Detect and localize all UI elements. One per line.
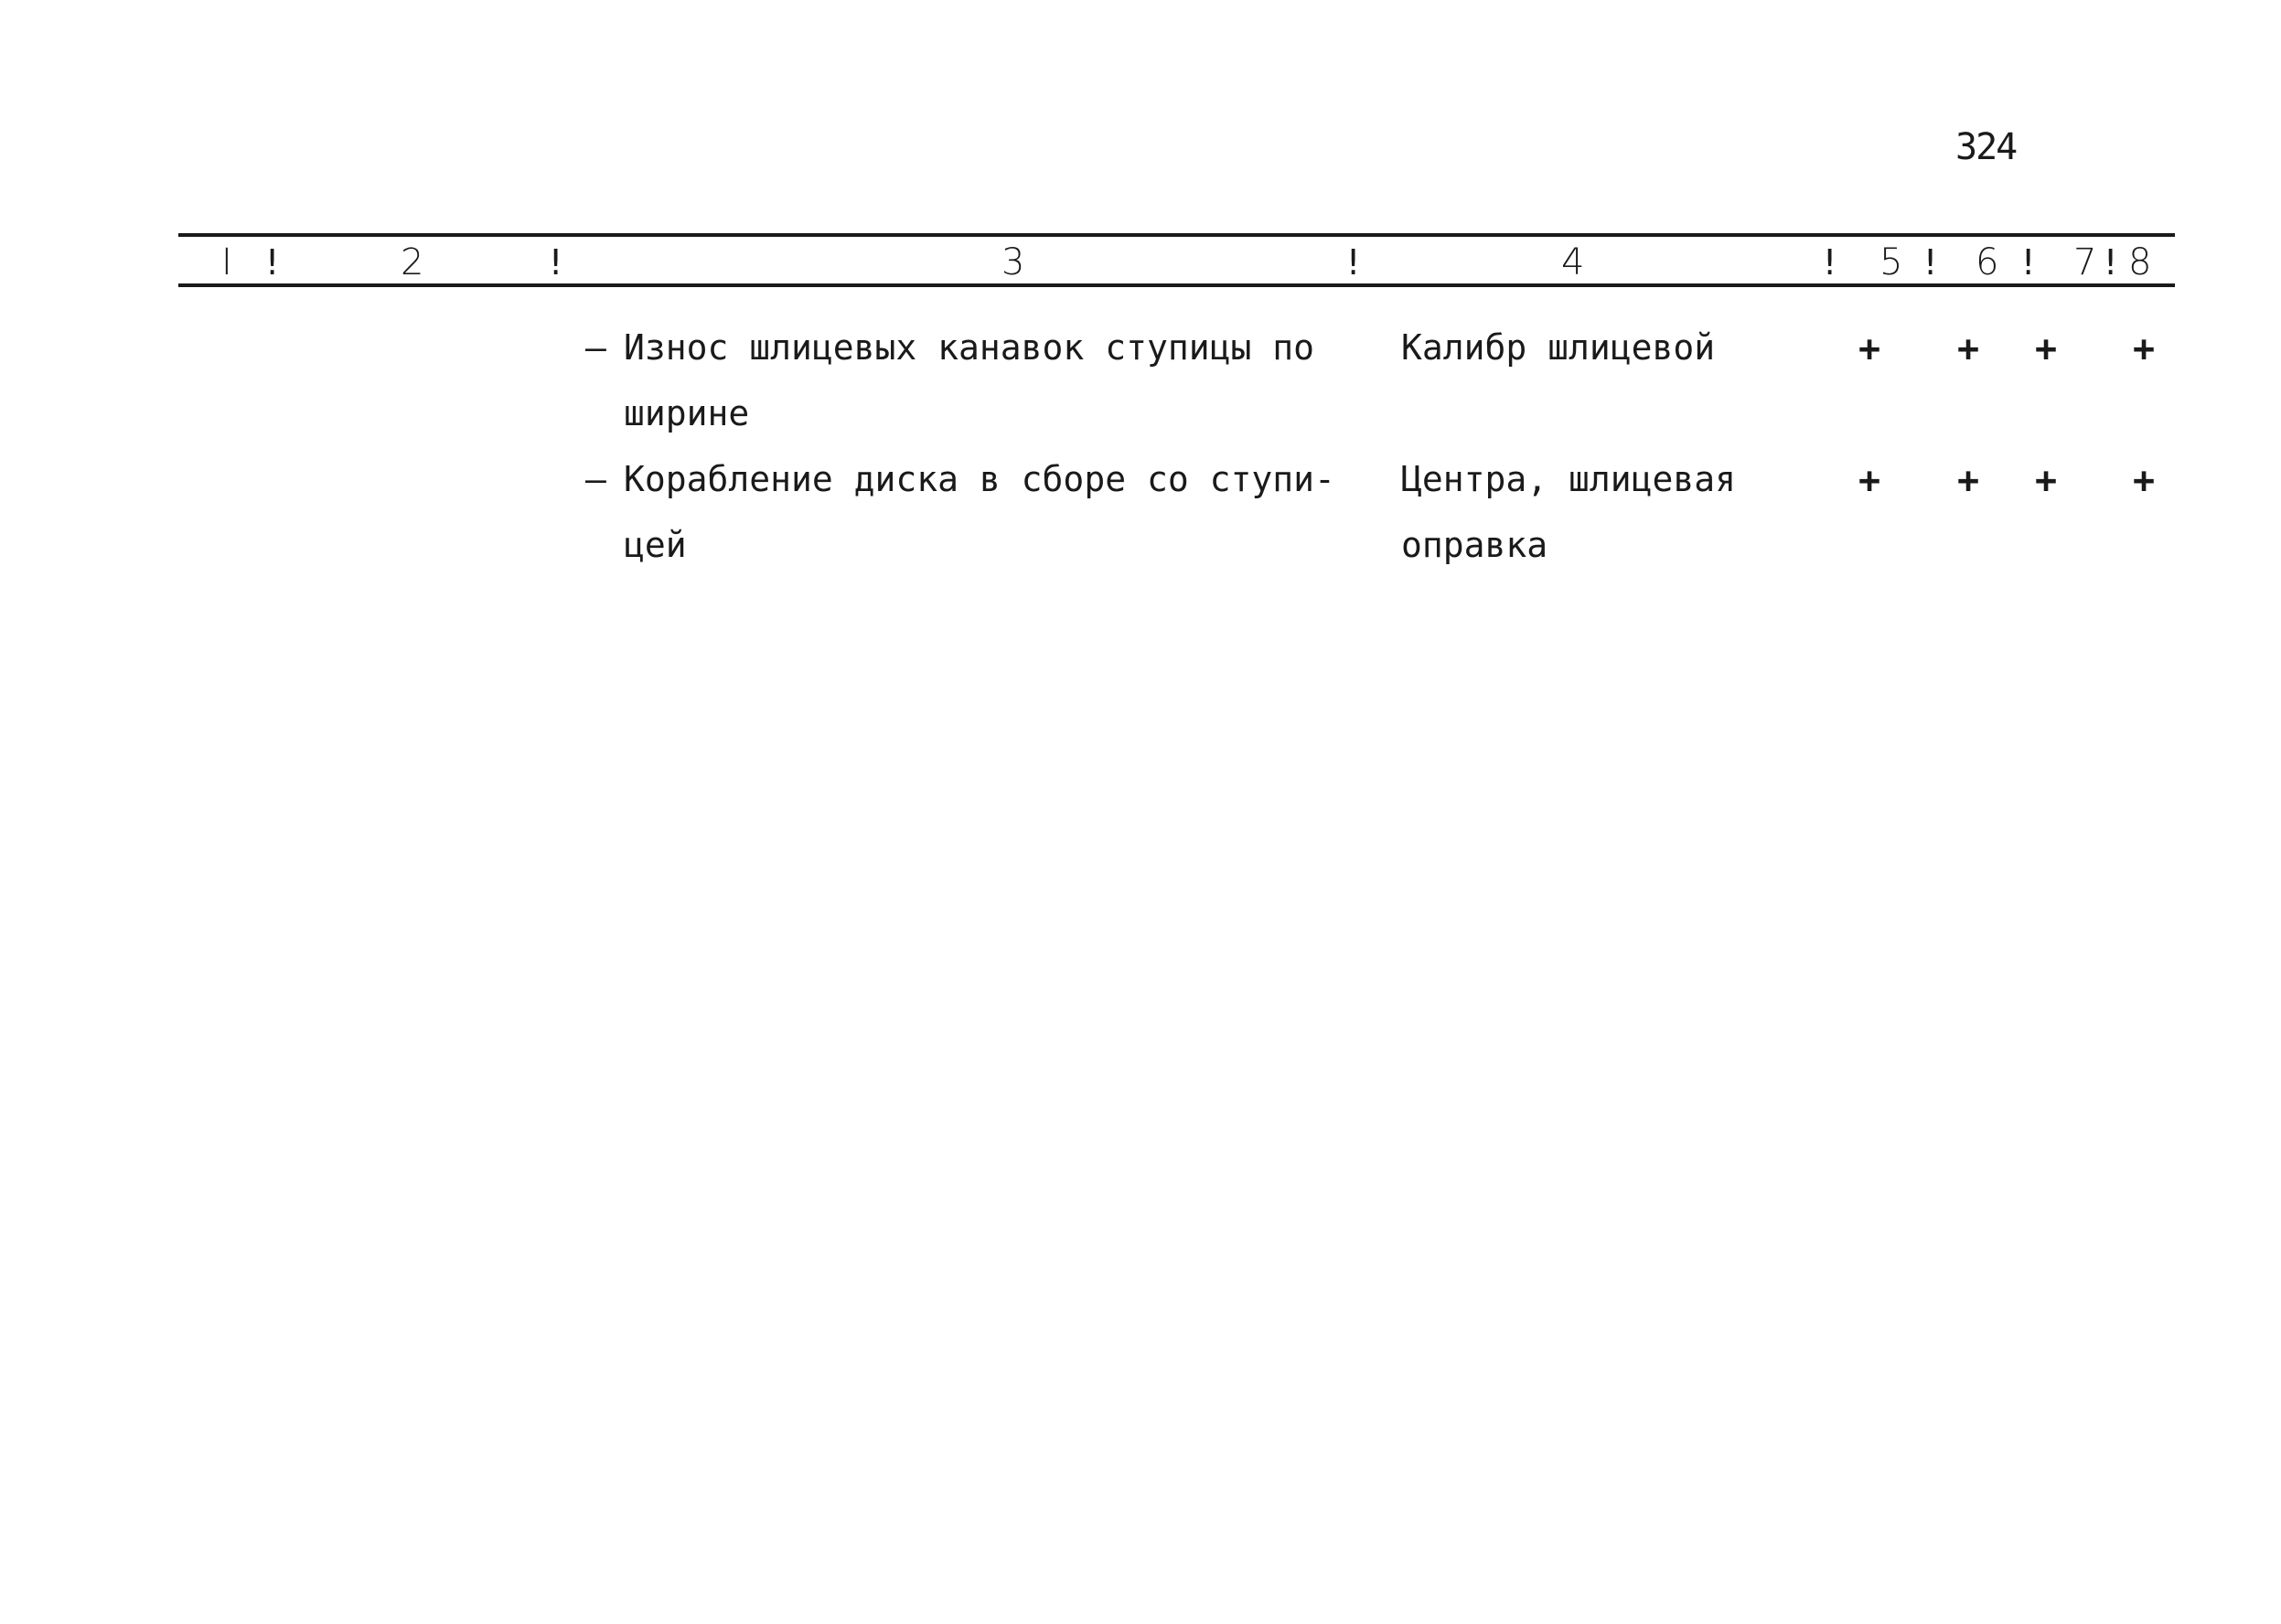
header-col-7: 7 (2073, 241, 2097, 283)
tool-text-line1: Калибр шлицевой (1401, 327, 1716, 368)
mark-col-5: + (1858, 328, 1881, 370)
header-separator: ! (1923, 242, 1938, 283)
defect-text-line1: Корабление диска в сборе со ступи- (624, 459, 1335, 499)
mark-col-8: + (2133, 328, 2156, 370)
table-header-bottom-rule (178, 283, 2175, 287)
defect-text-line2: ширине (624, 393, 750, 433)
mark-col-6: + (1957, 460, 1980, 502)
mark-col-7: + (2035, 328, 2058, 370)
header-col-4: 4 (1561, 241, 1585, 283)
header-col-2: 2 (401, 241, 424, 283)
header-col-1: I (221, 241, 232, 283)
mark-col-6: + (1957, 328, 1980, 370)
defect-text-line1: Износ шлицевых канавок ступицы по (624, 327, 1314, 368)
header-col-8: 8 (2128, 241, 2152, 283)
tool-text-line1: Центра, шлицевая (1401, 459, 1737, 499)
defect-text-line2: цей (624, 525, 687, 565)
mark-col-5: + (1858, 460, 1881, 502)
mark-col-8: + (2133, 460, 2156, 502)
header-separator: ! (1346, 242, 1361, 283)
mark-col-7: + (2035, 460, 2058, 502)
header-separator: ! (549, 242, 563, 283)
header-col-3: 3 (1001, 241, 1025, 283)
row-dash: – (585, 459, 606, 499)
header-separator: ! (2104, 242, 2118, 283)
header-separator: ! (265, 242, 280, 283)
header-separator: ! (2021, 242, 2036, 283)
page-number: 324 (1955, 126, 2017, 168)
header-separator: ! (1823, 242, 1837, 283)
row-dash: – (585, 327, 606, 368)
tool-text-line2: оправка (1401, 525, 1548, 565)
table-top-rule (178, 233, 2175, 237)
header-col-5: 5 (1879, 241, 1903, 283)
header-col-6: 6 (1976, 241, 1999, 283)
